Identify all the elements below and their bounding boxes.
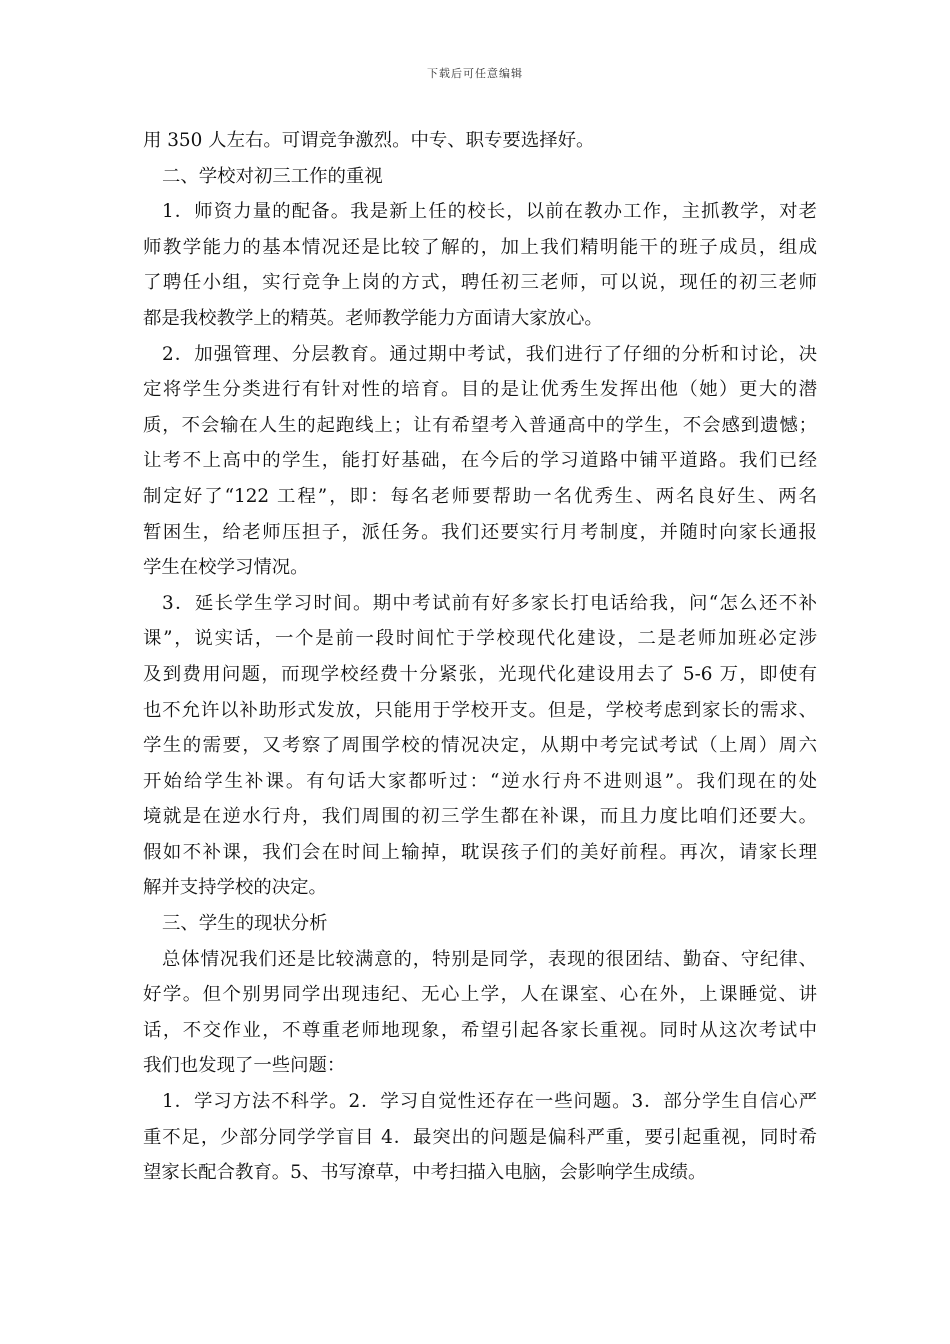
- text-line: 境就是在逆水行舟，我们周围的初三学生都在补课，而且力度比咱们还要大。: [143, 806, 817, 828]
- text-line: 让考不上高中的学生，能打好基础，在今后的学习道路中铺平道路。我们已经: [143, 450, 817, 472]
- text-line: 1．学习方法不科学。2．学习自觉性还存在一些问题。3．部分学生自信心严: [162, 1091, 817, 1113]
- text-line: 都是我校教学上的精英。老师教学能力方面请大家放心。: [143, 307, 603, 329]
- text-line: 假如不补课，我们会在时间上输掉，耽误孩子们的美好前程。再次，请家长理: [143, 841, 817, 863]
- text-line: 解并支持学校的决定。: [143, 877, 327, 899]
- text-line: 课”，说实话，一个是前一段时间忙于学校现代化建设，二是老师加班必定涉: [143, 628, 817, 650]
- text-line: 二、学校对初三工作的重视: [162, 165, 383, 187]
- text-line: 学生在校学习情况。: [143, 557, 309, 579]
- text-line: 重不足，少部分同学学盲目 4．最突出的问题是偏科严重，要引起重视，同时希: [143, 1126, 817, 1148]
- text-line: 也不允许以补助形式发放，只能用于学校开支。但是，学校考虑到家长的需求、: [143, 699, 817, 721]
- text-line: 开始给学生补课。有句话大家都听过：“逆水行舟不进则退”。我们现在的处: [143, 770, 817, 792]
- text-line: 1．师资力量的配备。我是新上任的校长，以前在教办工作，主抓教学，对老: [162, 201, 817, 223]
- text-line: 我们也发现了一些问题：: [143, 1055, 346, 1077]
- text-line: 用 350 人左右。可谓竞争激烈。中专、职专要选择好。: [143, 130, 595, 151]
- text-line: 3．延长学生学习时间。期中考试前有好多家长打电话给我，问“怎么还不补: [162, 592, 817, 614]
- page-header: 下载后可任意编辑: [427, 67, 523, 80]
- text-line: 师教学能力的基本情况还是比较了解的，加上我们精明能干的班子成员，组成: [143, 236, 817, 258]
- text-line: 质，不会输在人生的起跑线上；让有希望考入普通高中的学生，不会感到遗憾；: [143, 414, 817, 436]
- text-line: 好学。但个别男同学出现违纪、无心上学，人在课室、心在外，上课睡觉、讲: [143, 984, 817, 1006]
- text-line: 定将学生分类进行有针对性的培育。目的是让优秀生发挥出他（她）更大的潜: [143, 379, 817, 401]
- text-line: 总体情况我们还是比较满意的，特别是同学，表现的很团结、勤奋、守纪律、: [162, 948, 817, 970]
- text-line: 话，不交作业，不尊重老师地现象，希望引起各家长重视。同时从这次考试中: [143, 1019, 817, 1041]
- text-line: 望家长配合教育。5、书写潦草，中考扫描入电脑，会影响学生成绩。: [143, 1162, 707, 1184]
- text-line: 及到费用问题，而现学校经费十分紧张，光现代化建设用去了 5-6 万，即使有: [143, 663, 817, 685]
- text-line: 2．加强管理、分层教育。通过期中考试，我们进行了仔细的分析和讨论，决: [162, 343, 817, 365]
- text-line: 学生的需要，又考察了周围学校的情况决定，从期中考完试考试（上周）周六: [143, 735, 817, 757]
- text-line: 了聘任小组，实行竞争上岗的方式，聘任初三老师，可以说，现任的初三老师: [143, 272, 817, 294]
- document-body: [143, 123, 817, 1191]
- text-line: 三、学生的现状分析: [162, 913, 328, 935]
- text-line: 制定好了“122 工程”，即：每名老师要帮助一名优秀生、两名良好生、两名: [143, 485, 817, 507]
- text-line: 暂困生，给老师压担子，派任务。我们还要实行月考制度，并随时向家长通报: [143, 521, 817, 543]
